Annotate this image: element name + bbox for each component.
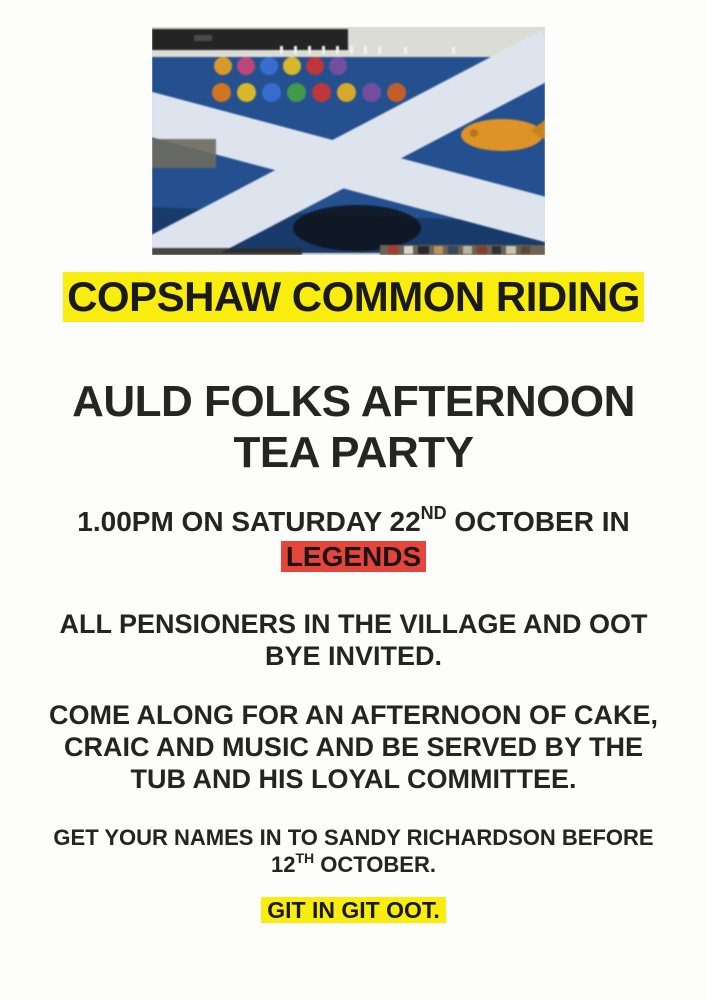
description-line1: COME ALONG FOR AN AFTERNOON OF CAKE, <box>49 700 658 730</box>
date-ordinal-superscript: ND <box>420 502 447 523</box>
title-band <box>0 272 707 322</box>
event-heading-line2: TEA PARTY <box>233 428 474 477</box>
shelf-highlight <box>194 35 212 41</box>
invite-line1: ALL PENSIONERS IN THE VILLAGE AND OOT <box>59 609 648 639</box>
flag-photo <box>152 27 545 255</box>
invite-paragraph <box>0 608 707 672</box>
magnet-letter <box>212 83 231 102</box>
magnet-letter <box>237 57 255 75</box>
page-title: COPSHAW COMMON RIDING <box>63 272 644 322</box>
rsvp-date-superscript: TH <box>295 849 315 866</box>
description-line2: CRAIC AND MUSIC AND BE SERVED BY THE <box>63 732 644 762</box>
clutter-strip <box>380 245 545 255</box>
rsvp-paragraph <box>0 824 707 878</box>
dark-object <box>293 205 421 251</box>
magnet-letter <box>312 83 331 102</box>
magnet-letter <box>387 83 406 102</box>
rsvp-line1: GET YOUR NAMES IN TO SANDY RICHARDSON BEFORE <box>53 825 654 850</box>
description-line3: TUB AND HIS LOYAL COMMITTEE. <box>130 764 577 794</box>
description-paragraph <box>0 699 707 795</box>
flag-photo-image <box>152 27 545 255</box>
magnet-letter <box>262 83 281 102</box>
dark-shelf <box>152 29 348 50</box>
venue-name: LEGENDS <box>281 541 426 572</box>
saltire-flag-graphic <box>152 27 545 255</box>
venue-line <box>0 541 707 572</box>
date-time-text: 1.00PM ON SATURDAY 22 <box>77 506 421 537</box>
footer-slogan-text: GIT IN GIT OOT. <box>261 897 446 923</box>
date-time-text-after: OCTOBER IN <box>446 506 630 537</box>
magnet-letter <box>362 83 381 102</box>
rsvp-date-after: OCTOBER. <box>314 852 436 877</box>
event-heading-line1: AULD FOLKS AFTERNOON <box>72 377 635 426</box>
date-time-line <box>0 502 707 538</box>
rsvp-date-number: 12 <box>271 852 296 877</box>
rsvp-line2 <box>0 851 707 878</box>
magnet-letter <box>283 57 301 75</box>
magnet-letter <box>237 83 256 102</box>
magnet-letter <box>287 83 306 102</box>
magnet-letter <box>329 57 347 75</box>
footer-slogan <box>0 897 707 923</box>
grey-label <box>152 139 216 168</box>
magnet-letter <box>214 57 232 75</box>
event-heading <box>0 376 707 478</box>
invite-line2: BYE INVITED. <box>264 641 443 671</box>
magnet-letter <box>337 83 356 102</box>
magnet-letter <box>260 57 278 75</box>
bottom-edge-shadow <box>152 248 302 255</box>
magnet-letter <box>306 57 324 75</box>
